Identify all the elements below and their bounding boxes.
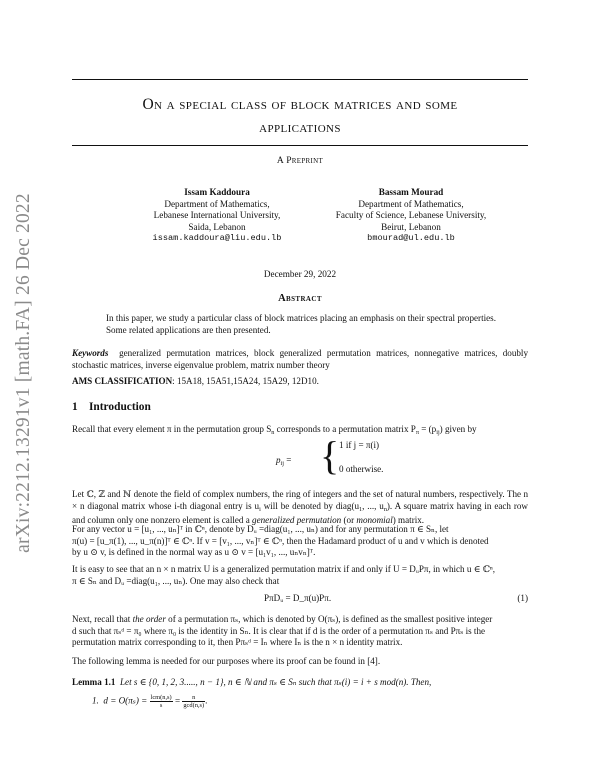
author-name: Bassam Mourad bbox=[378, 187, 444, 197]
equation-1-number: (1) bbox=[517, 593, 528, 603]
para5-line-2: d such that πₛᵈ = π₀ where π₀ is the identity in Sₙ. It is clear that if d is the order of a permutation πₛ and Pπₛ is the bbox=[72, 625, 486, 636]
section-heading bbox=[72, 401, 151, 413]
fraction-gcd-denominator: gcd(n,s) bbox=[183, 702, 205, 709]
para5-line-3: permutation matrix corresponding to it, then Pπₛᵈ = Iₙ where Iₙ is the n × n identity matrix. bbox=[72, 637, 403, 648]
para2-text-e: (or bbox=[341, 515, 357, 526]
para4-line-2: π ∈ Sₙ and Dᵤ =diag(u₁, ..., uₙ). One may also check that bbox=[72, 575, 280, 586]
fraction-gcd-numerator: n bbox=[182, 694, 205, 702]
author-affiliation: Lebanese International University, bbox=[153, 210, 281, 221]
lemma-1-1 bbox=[72, 677, 528, 689]
fraction-gcd bbox=[182, 694, 208, 709]
para1-text-b: corresponds to a permutation matrix P bbox=[274, 424, 416, 434]
arxiv-stamp bbox=[6, 175, 42, 570]
author-dept: Department of Mathematics, bbox=[164, 198, 270, 209]
abstract-heading: Abstract bbox=[278, 293, 322, 304]
author-affiliation: Faculty of Science, Lebanese University, bbox=[335, 210, 487, 221]
intro-paragraph-6: The following lemma is needed for our purposes where its proof can be found in [4]. bbox=[72, 656, 381, 666]
author-dept: Department of Mathematics, bbox=[358, 198, 464, 209]
author-block-2 bbox=[304, 187, 518, 245]
intro-paragraph-3 bbox=[72, 524, 528, 559]
para5-emphasis: the order bbox=[132, 614, 166, 624]
para2-emphasis: generalized permutation bbox=[252, 515, 342, 526]
author-email[interactable]: issam.kaddoura@liu.edu.lb bbox=[152, 233, 282, 244]
para1-text-c: = (p bbox=[418, 424, 437, 434]
author-city: Saida, Lebanon bbox=[188, 221, 246, 232]
intro-paragraph-2: Let ℂ, ℤ and ℕ denote the field of complex numbers, the ring of integers and the set of natural numbers, respectively. The n × n diagonal matrix whose i-th diagonal entry is $u_i$ will be denoted by $diag(u_1$, ..., $u_n$). A square matrix having in each row and column only one nonzero element is called a generalized permutation (or monomial) matrix. bbox=[72, 489, 528, 526]
title-bottom-rule bbox=[72, 145, 528, 146]
para2-text-b: will be denoted by diag(u bbox=[260, 500, 360, 511]
item-1-lhs: d = O(πₛ) = bbox=[103, 695, 148, 706]
author-name: Issam Kaddoura bbox=[184, 187, 250, 197]
equation-case-1: 1 if j = π(i) bbox=[339, 440, 380, 450]
para3-line-2: π(u) = [u_π(1), ..., u_π(n)]ᵀ ∈ ℂⁿ. If v = [v₁, ..., vₙ]ᵀ ∈ ℂⁿ, then the Hadamard product of u and v which is denoted bbox=[72, 535, 489, 546]
paper-title bbox=[72, 93, 528, 139]
abstract-text: In this paper, we study a particular class of block matrices placing an emphasis on their spectral properties. Some related applications are then presented. bbox=[106, 313, 496, 335]
author-city: Beirut, Lebanon bbox=[381, 221, 441, 232]
para2-text-c: , ..., u bbox=[362, 500, 384, 511]
item-1-end: . bbox=[205, 695, 208, 706]
fraction-lcm bbox=[150, 694, 173, 709]
arxiv-stamp-text: arXiv:2212.13291v1 [math.FA] 26 Dec 2022 bbox=[13, 192, 34, 553]
author-email[interactable]: bmourad@ul.edu.lb bbox=[367, 233, 455, 244]
para1-text: Recall that every element π in the permutation group S bbox=[72, 424, 272, 434]
keywords-text: generalized permutation matrices, block generalized permutation matrices, nonnegative matrices, doubly stochastic matrices, inverse eigenvalue problem, matrix number theory bbox=[72, 348, 529, 370]
lemma-text: Let s ∈ {0, 1, 2, 3....., n − 1}, n ∈ ℕ and πₛ ∈ Sₙ such that πₛ(i) = i + s mod(n). Then, bbox=[120, 677, 432, 687]
para2-emphasis-2: monomial bbox=[356, 515, 393, 526]
lemma-label: Lemma 1.1 bbox=[72, 677, 116, 687]
para3-line-3: by u ⊙ v, is defined in the normal way as u ⊙ v = [u₁v₁, ..., uₙvₙ]ᵀ. bbox=[72, 547, 316, 558]
para4-line-1: It is easy to see that an n × n matrix U is a generalized permutation matrix if and only if U = DᵤPπ, in which u ∈ ℂⁿ, bbox=[72, 564, 496, 574]
title-line-2: applications bbox=[259, 119, 341, 136]
ams-classification bbox=[72, 376, 528, 388]
para2-text: Let ℂ, ℤ and ℕ denote the field of complex numbers, the ring of integers and the set of natural numbers, respectively. The n × n diagonal matrix whose i-th diagonal entry is u bbox=[72, 489, 528, 511]
equation-case-2: 0 otherwise. bbox=[339, 464, 384, 474]
keywords-paragraph bbox=[72, 348, 528, 371]
keywords-label: Keywords bbox=[72, 348, 109, 358]
preprint-label: A Preprint bbox=[276, 156, 324, 166]
author-block-1 bbox=[122, 187, 312, 245]
para5-line-1: of a permutation πₛ, which is denoted by O(πₛ), is defined as the smallest positive integer bbox=[165, 614, 493, 624]
equation-1: PπDᵤ = D_π(u)Pπ. bbox=[264, 593, 332, 603]
eq-pij-symbol: p bbox=[276, 455, 281, 465]
item-1-label: 1. bbox=[92, 695, 99, 706]
ams-label: AMS CLASSIFICATION bbox=[72, 376, 173, 386]
ams-codes: : 15A18, 15A51,15A24, 15A29, 12D10. bbox=[172, 376, 319, 386]
para5-text-a: Next, recall that bbox=[72, 614, 133, 624]
fraction-lcm-denominator: s bbox=[159, 702, 163, 709]
para1-text-d: ) given by bbox=[439, 424, 477, 434]
section-number: 1 bbox=[72, 401, 78, 413]
title-line-1: On a special class of block matrices and some bbox=[142, 96, 458, 113]
lemma-item-1: 1. d = O(πₛ) = $\frac{\text{lcm(n,s)}}{s}$ = $\frac{n}{\gcd(n,s)}$ . bbox=[92, 694, 208, 709]
para3-line-1: For any vector u = [u₁, ..., uₙ]ᵀ in ℂⁿ, denote by Dᵤ =diag(u₁, ..., uₙ) and for any permutation π ∈ Sₙ, let bbox=[72, 524, 449, 534]
section-title: Introduction bbox=[89, 401, 151, 413]
intro-paragraph-1: Recall that every element π in the permutation group $S_n$ corresponds to a permutation matrix $P_\pi = (p_{ij})$ given by bbox=[72, 424, 477, 436]
intro-paragraph-5 bbox=[72, 614, 528, 649]
title-top-rule bbox=[72, 79, 528, 80]
para2-text-d: ). A square matrix having in each row and column only one nonzero element is called a bbox=[72, 500, 528, 526]
equation-pij-lhs: $p_{ij}$ = bbox=[276, 455, 292, 467]
fraction-lcm-numerator: lcm(n,s) bbox=[150, 694, 172, 701]
para2-text-f: ) matrix. bbox=[392, 515, 425, 526]
paper-date: December 29, 2022 bbox=[263, 269, 337, 279]
intro-paragraph-4 bbox=[72, 564, 528, 587]
equation-brace: { bbox=[320, 433, 340, 478]
